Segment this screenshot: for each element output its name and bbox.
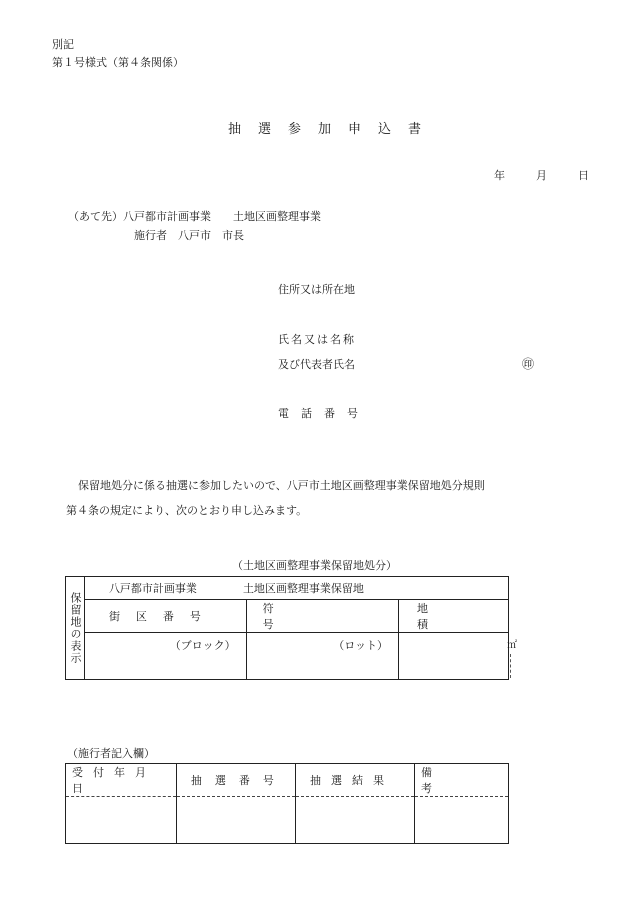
col-area-header: 地積 — [399, 600, 509, 633]
form-number: 第１号様式（第４条関係） — [52, 56, 184, 69]
area-unit: ㎡ — [507, 640, 517, 651]
remarks-value[interactable] — [415, 797, 509, 844]
project-name-2: 土地区画整理事業保留地 — [242, 582, 364, 595]
project-name-1: 八戸都市計画事業 — [108, 582, 197, 595]
col-remarks: 備考 — [415, 764, 509, 797]
body-text-line-2: 第４条の規定により、次のとおり申し込みます。 — [66, 504, 308, 517]
col-received-date: 受付年月日 — [66, 764, 177, 797]
header-line-1: 別記 — [52, 38, 74, 51]
reserve-table-caption: （土地区画整理事業保留地処分） — [232, 559, 397, 572]
block-unit: （ブロック） — [169, 639, 236, 652]
side-label-cell — [66, 577, 85, 680]
col-lot-header: 符号 — [246, 600, 398, 633]
received-date-value[interactable] — [66, 797, 177, 844]
name-label: 氏名又は名称 — [278, 333, 356, 346]
side-label: 保留地の表示 — [68, 592, 82, 664]
lottery-result-value[interactable] — [296, 797, 415, 844]
date-month: 月 — [536, 169, 547, 182]
reserve-land-table — [65, 576, 517, 680]
col-block-header: 街区番号 — [84, 600, 246, 633]
block-value-cell[interactable] — [84, 633, 246, 680]
representative-label: 及び代表者氏名 — [278, 358, 355, 371]
date-day: 日 — [578, 169, 589, 182]
date-line — [494, 167, 589, 183]
body-text-line-1: 保留地処分に係る抽選に参加したいので、八戸市土地区画整理事業保留地処分規則 — [78, 479, 485, 492]
lot-unit: （ロット） — [333, 639, 388, 652]
addressee-line-2: 施行者 八戸市 市長 — [134, 229, 244, 242]
address-label: 住所又は所在地 — [278, 283, 355, 296]
admin-table-caption: （施行者記入欄） — [67, 747, 155, 760]
document-title: 抽選参加申込書 — [228, 122, 439, 137]
admin-table — [65, 763, 509, 844]
lot-value-cell[interactable] — [246, 633, 398, 680]
seal-mark: ㊞ — [522, 357, 535, 371]
decimal-divider — [510, 654, 511, 678]
phone-label: 電話番号 — [278, 407, 370, 420]
col-lottery-result: 抽選結果 — [296, 764, 415, 797]
addressee-line-1: （あて先）八戸都市計画事業 土地区画整理事業 — [68, 210, 321, 223]
col-lottery-number: 抽選番号 — [176, 764, 295, 797]
project-name-cell — [84, 577, 508, 600]
area-value-cell[interactable] — [399, 633, 517, 680]
date-year: 年 — [494, 169, 505, 182]
lottery-number-value[interactable] — [176, 797, 295, 844]
